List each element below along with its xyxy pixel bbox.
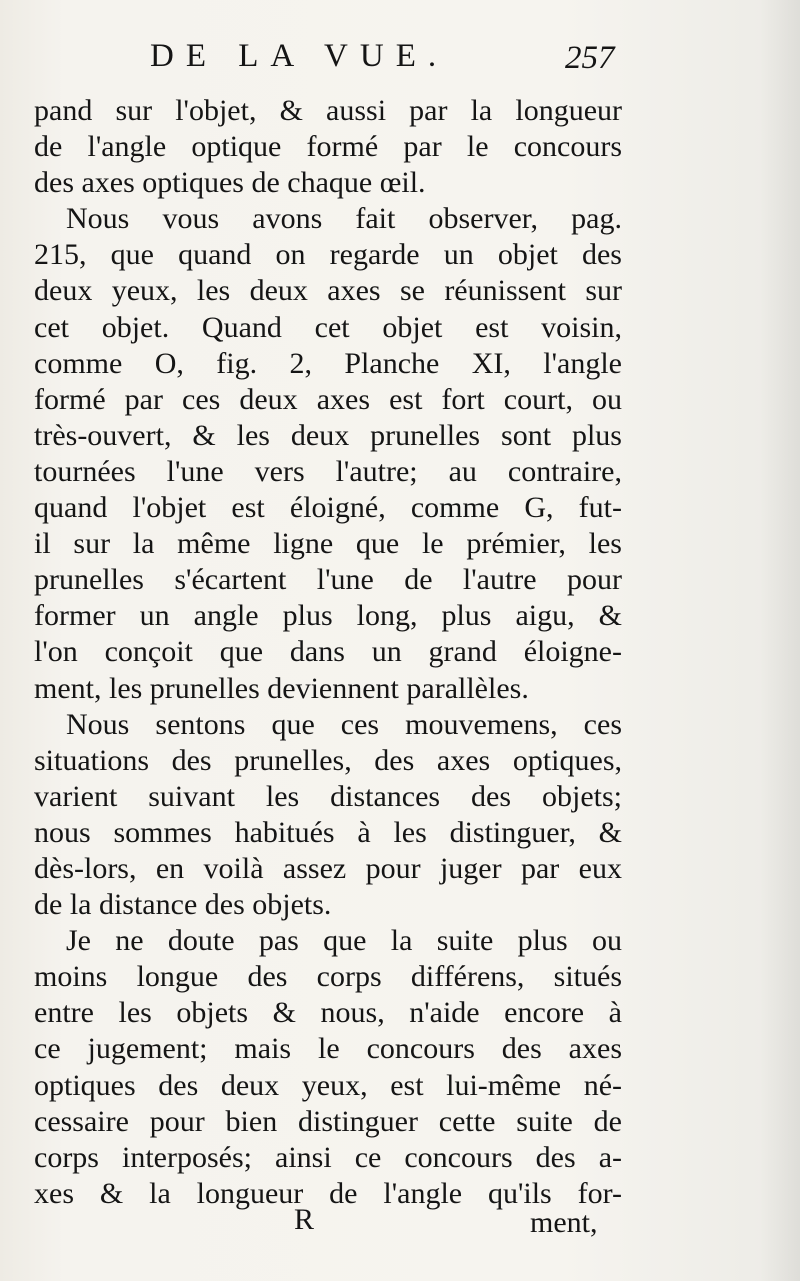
page-number: 257 [565, 40, 615, 76]
page-edge-shadow [760, 0, 800, 1281]
text-line: comme O, fig. 2, Planche XI, l'angle [34, 346, 622, 380]
running-title: DE LA VUE. [150, 38, 449, 74]
text-line: tournées l'une vers l'autre; au contraire, [34, 454, 622, 488]
text-line: Je ne doute pas que la suite plus ou [66, 924, 622, 958]
paragraph [34, 707, 622, 924]
paragraph [34, 93, 622, 201]
text-line: des axes optiques de chaque œil. [34, 166, 426, 200]
text-line: former un angle plus long, plus aigu, & [34, 599, 622, 633]
text-line: il sur la même ligne que le prémier, les [34, 527, 622, 561]
text-line: l'on conçoit que dans un grand éloigne- [34, 635, 622, 669]
text-line: très-ouvert, & les deux prunelles sont plus [34, 418, 622, 452]
text-line: cessaire pour bien distinguer cette suite de [34, 1104, 622, 1138]
signature-mark: R [294, 1203, 315, 1236]
text-line: corps interposés; ainsi ce concours des a- [34, 1140, 622, 1174]
text-line: de la distance des objets. [34, 888, 332, 922]
text-line: formé par ces deux axes est fort court, ou [34, 382, 622, 416]
text-line: optiques des deux yeux, est lui-même né- [34, 1068, 622, 1102]
text-line: pand sur l'objet, & aussi par la longueur [34, 94, 622, 127]
text-line: situations des prunelles, des axes optiques, [34, 743, 622, 777]
paragraph [34, 201, 622, 706]
text-line: cet objet. Quand cet objet est voisin, [34, 310, 622, 344]
text-line: varient suivant les distances des objets; [34, 779, 622, 813]
text-line: de l'angle optique formé par le concours [34, 130, 622, 164]
text-line: deux yeux, les deux axes se réunissent sur [34, 274, 622, 308]
text-line: moins longue des corps différens, situés [34, 960, 622, 994]
text-line: dès-lors, en voilà assez pour juger par eux [34, 851, 622, 885]
text-line: xes & la longueur de l'angle qu'ils for- [34, 1176, 622, 1210]
body-text [34, 93, 622, 1212]
text-line: ment, les prunelles deviennent parallèles. [34, 671, 529, 705]
text-line: prunelles s'écartent l'une de l'autre pour [34, 563, 622, 597]
text-line: Nous sentons que ces mouvemens, ces [66, 707, 622, 741]
text-line: quand l'objet est éloigné, comme G, fut- [34, 491, 622, 525]
paragraph [34, 923, 622, 1212]
text-line: nous sommes habitués à les distinguer, & [34, 815, 622, 849]
text-line: entre les objets & nous, n'aide encore à [34, 996, 622, 1030]
page-footer [0, 1203, 800, 1243]
text-line: 215, que quand on regarde un objet des [34, 238, 622, 272]
text-line: Nous vous avons fait observer, pag. [66, 202, 622, 236]
catchword: ment, [530, 1206, 598, 1239]
text-line: ce jugement; mais le concours des axes [34, 1032, 622, 1066]
page-header [0, 38, 800, 88]
